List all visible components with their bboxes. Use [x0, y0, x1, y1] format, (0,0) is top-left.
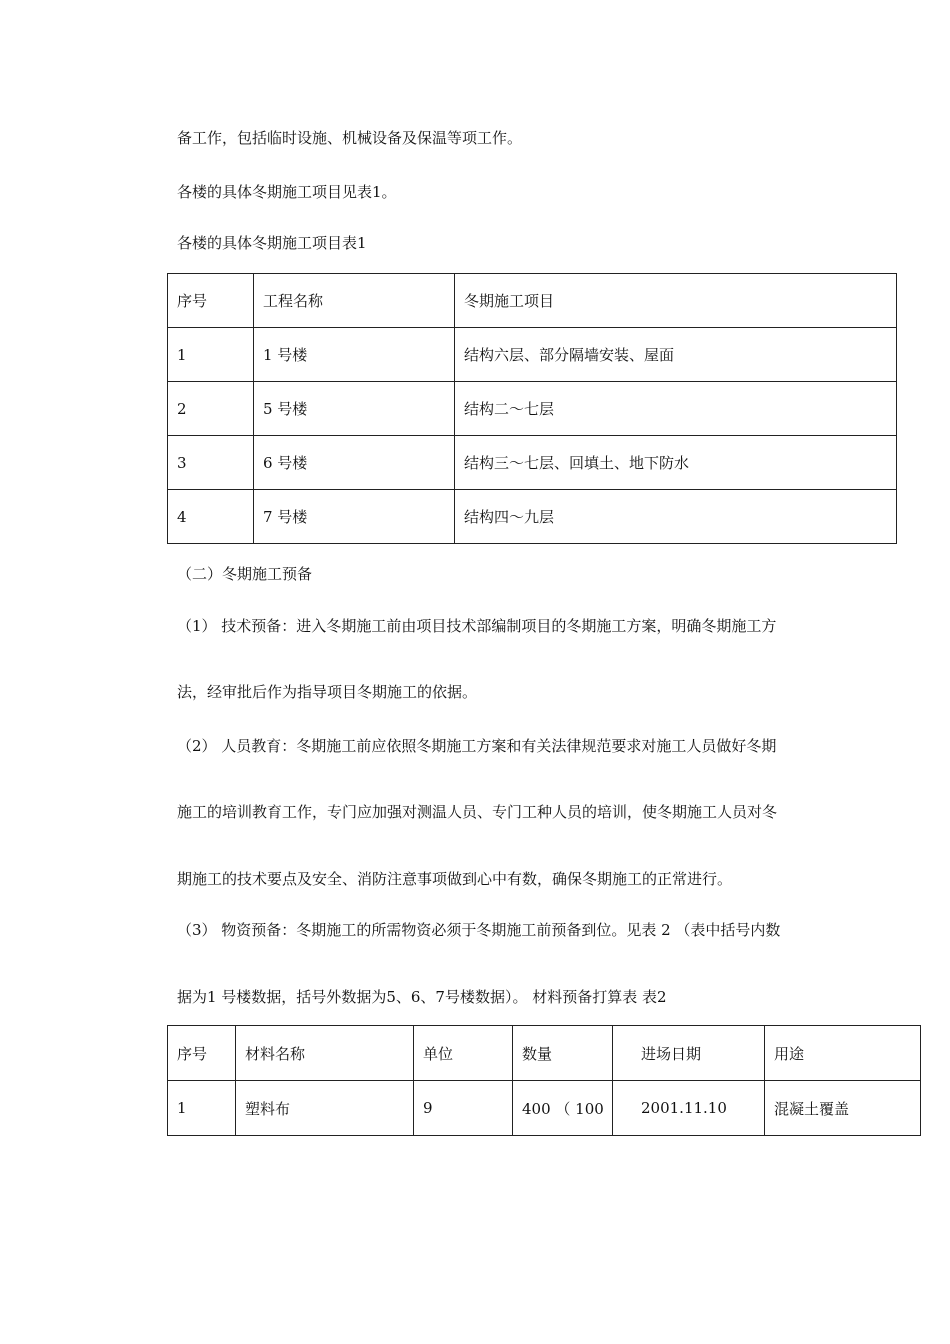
header-cell: 序号 — [168, 1026, 236, 1081]
header-cell: 材料名称 — [236, 1026, 414, 1081]
table-header-row — [168, 274, 897, 328]
table-cell: 6 号楼 — [254, 436, 455, 490]
table-cell: 结构三～七层、回填土、地下防水 — [455, 436, 897, 490]
table-cell: 4 — [168, 490, 254, 544]
table-cell: 结构四～九层 — [455, 490, 897, 544]
table-cell: 塑料布 — [236, 1081, 414, 1136]
paragraph-tech-prep-2: 法，经审批后作为指导项目冬期施工的依据。 — [177, 683, 478, 701]
table-cell: 1 — [168, 328, 254, 382]
table-cell: 9 — [414, 1081, 513, 1136]
table-row — [168, 1081, 921, 1136]
table-winter-projects — [167, 273, 897, 544]
header-cell: 冬期施工项目 — [455, 274, 897, 328]
header-cell: 数量 — [513, 1026, 613, 1081]
table-cell: 2001.11.10 — [613, 1081, 765, 1136]
paragraph-tech-prep-1: （1） 技术预备：进入冬期施工前由项目技术部编制项目的冬期施工方案，明确冬期施工方 — [177, 617, 777, 635]
paragraph-table-ref: 各楼的具体冬期施工项目见表1。 — [177, 183, 397, 201]
table-cell: 结构六层、部分隔墙安装、屋面 — [455, 328, 897, 382]
table-cell: 3 — [168, 436, 254, 490]
table-cell: 混凝土覆盖 — [765, 1081, 921, 1136]
paragraph-staff-ed-3: 期施工的技术要点及安全、消防注意事项做到心中有数，确保冬期施工的正常进行。 — [177, 870, 733, 888]
header-cell: 工程名称 — [254, 274, 455, 328]
table-row — [168, 328, 897, 382]
header-cell: 进场日期 — [613, 1026, 765, 1081]
table-row — [168, 436, 897, 490]
header-cell: 用途 — [765, 1026, 921, 1081]
paragraph-staff-ed-2: 施工的培训教育工作，专门应加强对测温人员、专门工种人员的培训，使冬期施工人员对冬 — [177, 803, 778, 821]
table-cell: 7 号楼 — [254, 490, 455, 544]
paragraph-materials-2: 据为1 号楼数据，括号外数据为5、6、7号楼数据）。 材料预备打算表 表2 — [177, 988, 667, 1006]
header-cell: 序号 — [168, 274, 254, 328]
table-cell: 1 号楼 — [254, 328, 455, 382]
table-cell: 1 — [168, 1081, 236, 1136]
table-row — [168, 382, 897, 436]
paragraph-intro: 备工作，包括临时设施、机械设备及保温等项工作。 — [177, 129, 523, 147]
table-row — [168, 490, 897, 544]
table-materials-plan — [167, 1025, 921, 1136]
table-cell: 2 — [168, 382, 254, 436]
table-cell: 结构二～七层 — [455, 382, 897, 436]
table-cell: 400 （ 100 — [513, 1081, 613, 1136]
paragraph-materials-1: （3） 物资预备：冬期施工的所需物资必须于冬期施工前预备到位。见表 2 （表中括号内数 — [177, 921, 781, 939]
table-header-row — [168, 1026, 921, 1081]
section-heading: （二）冬期施工预备 — [177, 565, 313, 583]
table-cell: 5 号楼 — [254, 382, 455, 436]
table1-caption: 各楼的具体冬期施工项目表1 — [177, 234, 367, 252]
header-cell: 单位 — [414, 1026, 513, 1081]
paragraph-staff-ed-1: （2） 人员教育：冬期施工前应依照冬期施工方案和有关法律规范要求对施工人员做好冬期 — [177, 737, 777, 755]
